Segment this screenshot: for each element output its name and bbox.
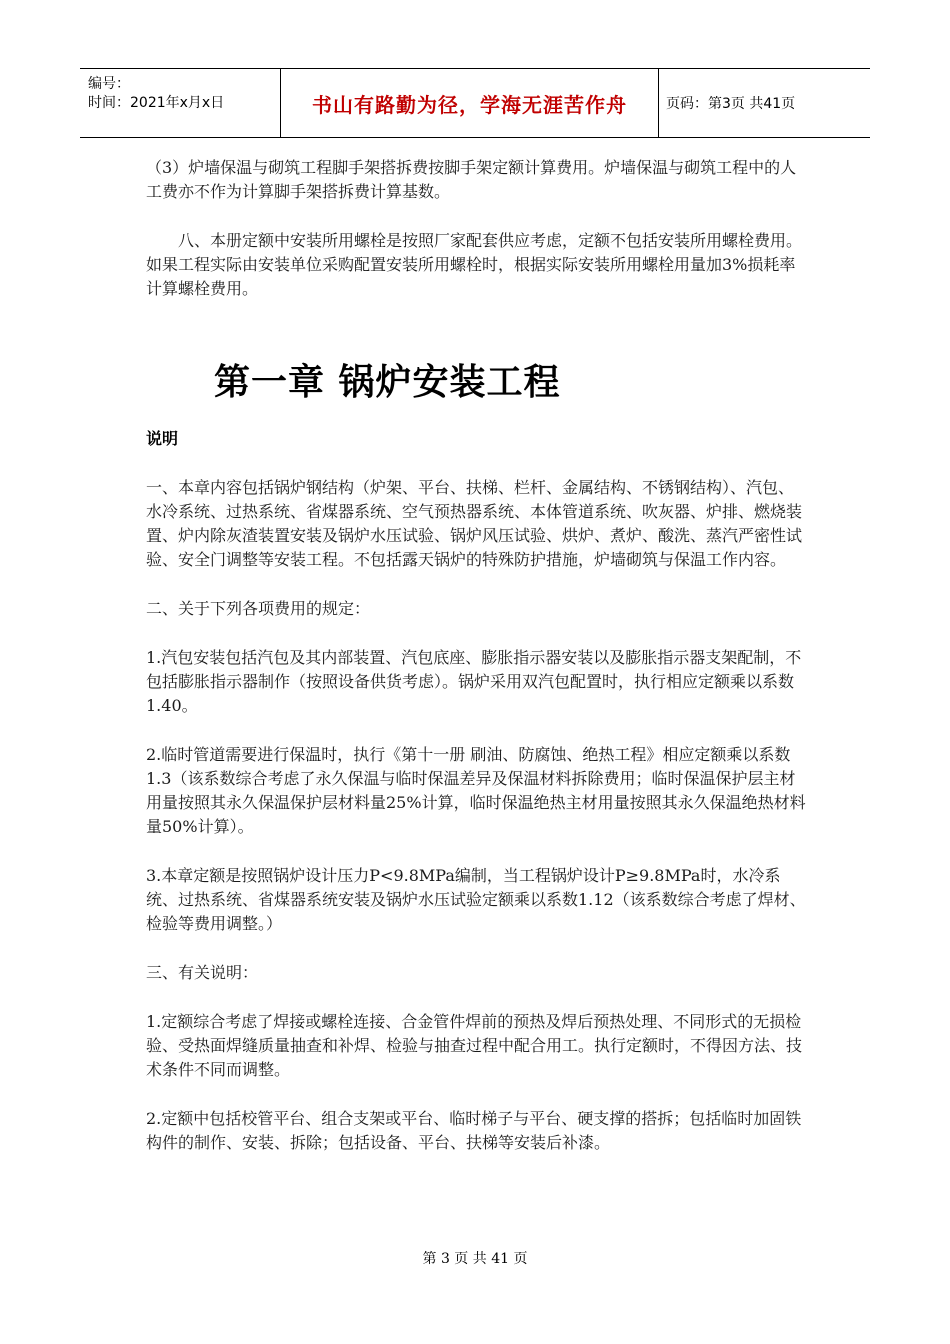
paragraph-scaffold-fee: （3）炉墙保温与砌筑工程脚手架搭拆费按脚手架定额计算费用。炉墙保温与砌筑工程中的人工费亦不作为计算脚手架搭拆费计算基数。 [146,158,797,201]
body-top [146,156,808,301]
date-label: 时间：2021年x月x日 [88,95,225,111]
paragraph-fee-rule-1: 1.汽包安装包括汽包及其内部装置、汽包底座、膨胀指示器安装以及膨胀指示器支架配制，不包括膨胀指示器制作（按照设备供货考虑）。锅炉采用双汽包配置时，执行相应定额乘以系数1.40。 [146,648,802,715]
chapter-title: 第一章 锅炉安装工程 [214,362,561,403]
paragraph-bolt-fee: 八、本册定额中安装所用螺栓是按照厂家配套供应考虑，定额不包括安装所用螺栓费用。如果工程实际由安装单位采购配置安装所用螺栓时，根据实际安装所用螺栓用量加3%损耗率计算螺栓费用。 [146,231,803,298]
paragraph-scope: 一、本章内容包括锅炉钢结构（炉架、平台、扶梯、栏杆、金属结构、不锈钢结构）、汽包、水冷系统、过热系统、省煤器系统、空气预热器系统、本体管道系统、吹灰器、炉排、燃烧装置、炉内除灰渣装置安装及锅炉水压试验、锅炉风压试验、烘炉、煮炉、酸洗、蒸汽严密性试验、安全门调整等安装工程。不包括露天锅炉的特殊防护措施，炉墙砌筑与保温工作内容。 [146,478,803,569]
header-page-info: 页码：第3页 共41页 [666,96,796,112]
paragraph-fee-rule-3: 3.本章定额是按照锅炉设计压力P<9.8MPa编制，当工程锅炉设计P≥9.8MPa时，水冷系统、过热系统、省煤器系统安装及锅炉水压试验定额乘以系数1.12（该系数综合考虑了焊材、检验等费用调整。） [146,866,806,933]
header-meta-cell [80,69,281,137]
paragraph-note-2: 2.定额中包括校管平台、组合支架或平台、临时梯子与平台、硬支撑的搭拆；包括临时加固铁构件的制作、安装、拆除；包括设备、平台、扶梯等安装后补漆。 [146,1109,802,1152]
paragraph-fee-rules-title: 二、关于下列各项费用的规定： [146,599,371,618]
serial-number-label: 编号： [88,76,130,92]
page-header [80,68,870,138]
paragraph-note-1: 1.定额综合考虑了焊接或螺栓连接、合金管件焊前的预热及焊后预热处理、不同形式的无损检验、受热面焊缝质量抽查和补焊、检验与抽查过程中配合用工。执行定额时，不得因方法、技术条件不同而调整。 [146,1012,803,1079]
paragraph-notes-title: 三、有关说明： [146,963,259,982]
paragraph-fee-rule-2: 2.临时管道需要进行保温时，执行《第十一册 刷油、防腐蚀、绝热工程》相应定额乘以系数1.3（该系数综合考虑了永久保温与临时保温差异及保温材料拆除费用；临时保温保护层主材用量按照其永久保温保护层材料量25%计算，临时保温绝热主材用量按照其永久保温绝热材料量50%计算）。 [146,745,806,836]
header-motto: 书山有路勤为径，学海无涯苦作舟 [281,69,659,137]
section-heading-explanation: 说明 [146,429,179,448]
chapter-body [146,427,808,1155]
page-footer: 第 3 页 共 41 页 [422,1251,528,1267]
